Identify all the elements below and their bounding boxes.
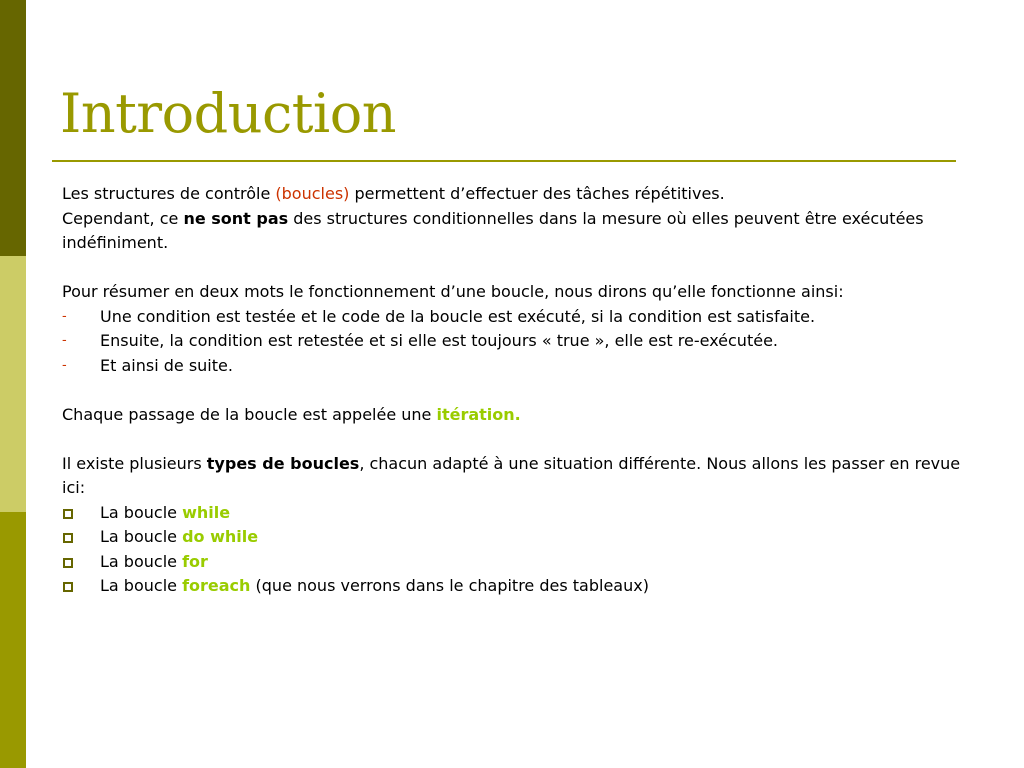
text: La boucle	[100, 527, 183, 546]
list-item-text: Et ainsi de suite.	[100, 355, 233, 375]
keyword-do-while: do while	[182, 527, 259, 546]
loop-list-item-foreach	[62, 574, 962, 599]
highlight-iteration: itération.	[436, 404, 521, 424]
dash-list-item	[62, 305, 962, 330]
paragraph-cependant	[62, 207, 962, 256]
list-item-text: Ensuite, la condition est retestée et si elle est toujours « true », elle est re-exécutée.	[100, 331, 778, 350]
text: Il existe plusieurs	[62, 453, 207, 473]
paragraph-types	[62, 452, 962, 501]
loop-list-item-for	[62, 550, 962, 575]
list-item-text: Une condition est testée et le code de la boucle est exécuté, si la condition est satisfaite.	[100, 306, 816, 326]
dash-list-item	[62, 329, 962, 354]
paragraph-iteration	[62, 403, 962, 428]
bold-types-de-boucles: types de boucles	[206, 453, 360, 473]
text: permettent d’effectuer des tâches répétitives.	[349, 184, 725, 203]
keyword-for: for	[182, 551, 208, 571]
loop-list-item-do-while	[62, 525, 962, 550]
text: Chaque passage de la boucle est appelée une	[62, 404, 437, 424]
text: Cependant, ce	[62, 208, 184, 228]
highlight-boucles: (boucles)	[275, 184, 350, 203]
dash-bullet: -	[62, 357, 67, 373]
text: Les structures de contrôle	[62, 184, 276, 203]
square-bullet-icon	[63, 558, 73, 568]
bold-ne-sont-pas: ne sont pas	[183, 208, 289, 228]
slide-body	[62, 182, 962, 599]
title-divider	[52, 160, 956, 162]
text: La boucle	[100, 576, 183, 595]
sidebar-bar-bottom	[0, 512, 26, 768]
dash-bullet: -	[62, 308, 67, 324]
slide-title: Introduction	[60, 82, 396, 145]
paragraph-resume: Pour résumer en deux mots le fonctionnement d’une boucle, nous dirons qu’elle fonctionne ainsi:	[62, 282, 844, 301]
loop-list-item-while	[62, 501, 962, 526]
text: des structures conditionnelles dans la mesure où elles peuvent être exécutées indéfiniment.	[62, 208, 924, 252]
text: , chacun adapté à une situation différente. Nous allons les passer en revue ici:	[62, 453, 961, 497]
square-bullet-icon	[63, 582, 73, 592]
square-bullet-icon	[63, 533, 73, 543]
text: La boucle	[100, 551, 183, 571]
sidebar-bar-top	[0, 0, 26, 256]
paragraph-intro	[62, 182, 962, 207]
text: La boucle	[100, 502, 183, 522]
text: (que nous verrons dans le chapitre des tableaux)	[250, 576, 649, 595]
dash-bullet: -	[62, 333, 67, 348]
dash-list-item	[62, 354, 962, 379]
square-bullet-icon	[63, 509, 73, 519]
keyword-foreach: foreach	[182, 576, 251, 595]
sidebar-bar-middle	[0, 256, 26, 512]
keyword-while: while	[182, 502, 231, 522]
